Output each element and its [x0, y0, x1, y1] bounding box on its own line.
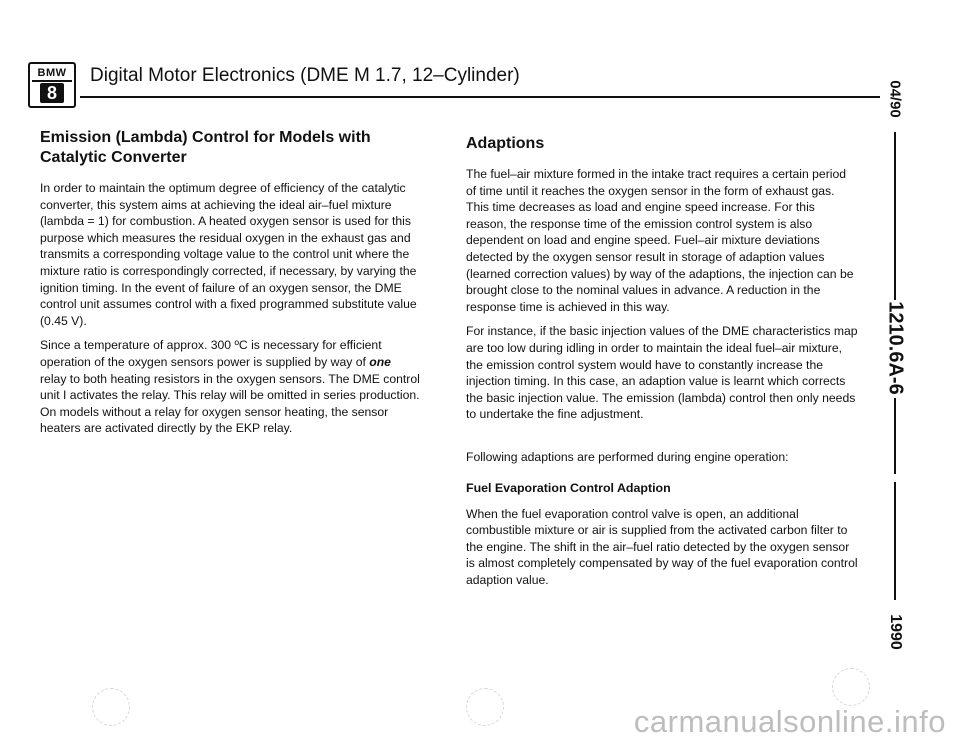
model-year: 1990 — [887, 614, 904, 650]
side-margin-index — [880, 70, 910, 710]
emphasis-one: one — [369, 354, 391, 369]
margin-rule — [894, 398, 896, 474]
spacer — [466, 431, 858, 449]
margin-rule — [894, 132, 896, 300]
paragraph-emission-intro: In order to maintain the optimum degree of efficiency of the catalytic converter, this system aims at achieving the ideal air–fuel mixture (lambda = 1) for combustion. A heated oxygen sensor is used for this purpose which measures the residual oxygen in the exhaust gas and transmits a corresponding voltage value to the control unit where the mixture ratio is correspondingly corrected, if necessary, by varying the ignition timing. In the event of failure of an oxygen sensor, the DME control unit assumes control with a fixed programmed substitute value (0.45 V). — [40, 181, 417, 328]
text-run: relay to both heating resistors in the oxygen sensors. The DME control unit I activates the relay. This relay will be omitted in series production. On models without a relay for oxygen sensor heating, the sensor heaters are activated directly by the EKP relay. — [40, 371, 420, 436]
paragraph-adaptions-list-intro: Following adaptions are performed during engine operation: — [466, 449, 789, 464]
logo-brand-text: BMW — [32, 66, 72, 82]
paragraph-adaptions-intro: The fuel–air mixture formed in the intake tract requires a certain period of time until it reaches the oxygen sensor in the form of exhaust gas. This time decreases as load and engine speed increase. For this reason, the response time of the emission control system is also dependent on load and engine speed. Fuel–air mixture deviations detected by the oxygen sensor result in storage of adaption values (learned correction values) by way of the adaptions, the injection can be brought close to the nominal values in advance. A reduction in the response time is achieved in this way. — [466, 167, 854, 314]
header-divider — [80, 96, 880, 98]
section-heading-adaptions: Adaptions — [466, 135, 545, 152]
page-title: Digital Motor Electronics (DME M 1.7, 12–Cylinder) — [90, 65, 520, 86]
binder-hole-mark — [92, 688, 130, 726]
binder-hole-mark — [466, 688, 504, 726]
text-run: Since a temperature of approx. 300 ºC is necessary for efficient operation of the oxygen sensors power is supplied by way of — [40, 338, 382, 369]
paragraph-adaptions-example: For instance, if the basic injection values of the DME characteristics map are too low during idling in order to maintain the ideal fuel–air mixture, the emission control system would have to constantly increase the injection timing. In this case, an adaption value is learnt which corrects the basic injection value. The emission (lambda) control then only needs to undertake the fine adjustment. — [466, 324, 858, 422]
margin-rule — [894, 482, 896, 600]
paragraph-fuel-evaporation: When the fuel evaporation control valve is open, an additional combustible mixture or air is supplied from the activated carbon filter to the engine. The shift in the air–fuel ratio detected by the oxygen sensor is almost completely compensated by way of the fuel evaporation control adaption value. — [466, 506, 858, 587]
issue-date: 04/90 — [886, 80, 904, 118]
page-code: 1210.6A-6 — [884, 301, 907, 395]
bmw-logo — [28, 62, 76, 108]
section-heading-emission-control: Emission (Lambda) Control for Models with Catalytic Converter — [40, 129, 371, 166]
watermark: carmanualsonline.info — [633, 704, 946, 739]
left-column — [40, 128, 420, 445]
subheading-fuel-evaporation: Fuel Evaporation Control Adaption — [466, 480, 671, 495]
right-column — [466, 134, 858, 596]
binder-hole-mark — [832, 668, 870, 706]
paragraph-sensor-heating — [40, 337, 420, 437]
logo-series-number: 8 — [40, 83, 64, 103]
